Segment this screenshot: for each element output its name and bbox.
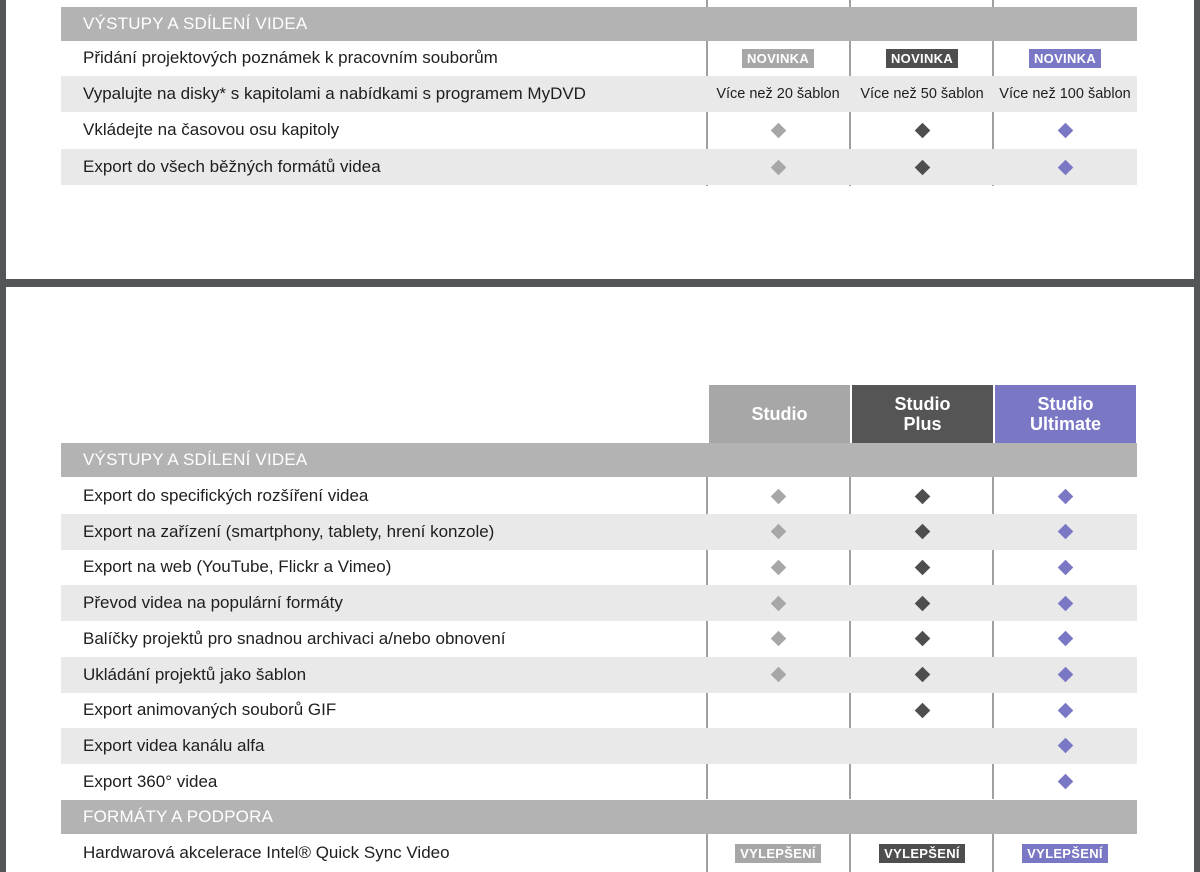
header-label: Studio	[1037, 394, 1094, 414]
diamond-icon	[1057, 667, 1073, 683]
diamond-icon	[770, 667, 786, 683]
diamond-icon	[914, 631, 930, 647]
table-row	[61, 585, 1137, 621]
diamond-icon	[914, 122, 930, 138]
diamond-icon	[914, 524, 930, 540]
diamond-icon	[770, 122, 786, 138]
section-header: FORMÁTY A PODPORA	[61, 800, 1137, 834]
table-row	[61, 478, 1137, 514]
header-label: Ultimate	[1029, 414, 1101, 434]
improvement-badge: VYLEPŠENÍ	[1022, 844, 1108, 863]
table-row	[61, 112, 1137, 148]
diamond-icon	[1057, 122, 1073, 138]
table-row	[61, 728, 1137, 764]
table-row	[61, 657, 1137, 693]
document-page-2	[6, 287, 1194, 872]
header-label: Studio	[894, 394, 951, 414]
diamond-icon	[770, 560, 786, 576]
diamond-icon	[1057, 738, 1073, 754]
feature-label: Převod videa na populární formáty	[83, 593, 343, 613]
feature-label: Export do všech běžných formátů videa	[83, 157, 381, 176]
table-row	[61, 76, 1137, 112]
diamond-icon	[1057, 595, 1073, 611]
diamond-icon	[1057, 774, 1073, 790]
diamond-icon	[1057, 159, 1073, 175]
feature-label: Export do specifických rozšíření videa	[83, 486, 369, 505]
column-header-studio	[709, 385, 850, 443]
diamond-icon	[770, 524, 786, 540]
improvement-badge: VYLEPŠENÍ	[879, 844, 965, 863]
new-badge: NOVINKA	[742, 49, 814, 68]
diamond-icon	[1057, 524, 1073, 540]
diamond-icon	[914, 560, 930, 576]
template-count: Více než 20 šablon	[716, 86, 840, 102]
new-badge: NOVINKA	[1029, 49, 1101, 68]
diamond-icon	[1057, 488, 1073, 504]
new-badge: NOVINKA	[886, 49, 958, 68]
diamond-icon	[1057, 631, 1073, 647]
diamond-icon	[914, 667, 930, 683]
template-count: Více než 100 šablon	[999, 86, 1131, 102]
column-header-studio-plus	[852, 385, 993, 443]
feature-label: Balíčky projektů pro snadnou archivaci a/nebo obnovení	[83, 628, 506, 648]
feature-label: Vypalujte na disky* s kapitolami a nabídkami s programem MyDVD	[83, 84, 586, 103]
improvement-badge: VYLEPŠENÍ	[735, 844, 821, 863]
header-label: Studio	[751, 404, 808, 424]
table-row	[61, 549, 1137, 585]
diamond-icon	[1057, 702, 1073, 718]
header-label: Plus	[903, 414, 942, 434]
table-row	[61, 764, 1137, 800]
feature-label: Export animovaných souborů GIF	[83, 700, 337, 720]
diamond-icon	[914, 595, 930, 611]
document-page-1	[6, 0, 1194, 279]
table-row	[61, 149, 1137, 185]
table-row	[61, 835, 1137, 871]
section-header: VÝSTUPY A SDÍLENÍ VIDEA	[61, 7, 1137, 41]
feature-label: Export videa kanálu alfa	[83, 735, 265, 755]
feature-label: Přidání projektových poznámek k pracovním souborům	[83, 48, 498, 67]
template-count: Více než 50 šablon	[860, 86, 984, 102]
feature-label: Export 360° videa	[83, 771, 218, 791]
feature-label: Ukládání projektů jako šablon	[83, 664, 307, 684]
feature-label: Vkládejte na časovou osu kapitoly	[83, 120, 340, 139]
diamond-icon	[770, 631, 786, 647]
feature-label: Export na zařízení (smartphony, tablety, hrení konzole)	[83, 521, 495, 541]
feature-label: Hardwarová akcelerace Intel® Quick Sync Video	[83, 843, 450, 862]
table-row	[61, 40, 1137, 76]
feature-label: Export na web (YouTube, Flickr a Vimeo)	[83, 557, 392, 577]
diamond-icon	[770, 595, 786, 611]
diamond-icon	[770, 159, 786, 175]
column-header-studio-ultimate	[995, 385, 1136, 443]
diamond-icon	[914, 488, 930, 504]
diamond-icon	[914, 159, 930, 175]
table-row	[61, 514, 1137, 550]
table-row	[61, 621, 1137, 657]
diamond-icon	[914, 702, 930, 718]
table-row	[61, 692, 1137, 728]
diamond-icon	[1057, 560, 1073, 576]
diamond-icon	[770, 488, 786, 504]
section-header: VÝSTUPY A SDÍLENÍ VIDEA	[61, 443, 1137, 477]
